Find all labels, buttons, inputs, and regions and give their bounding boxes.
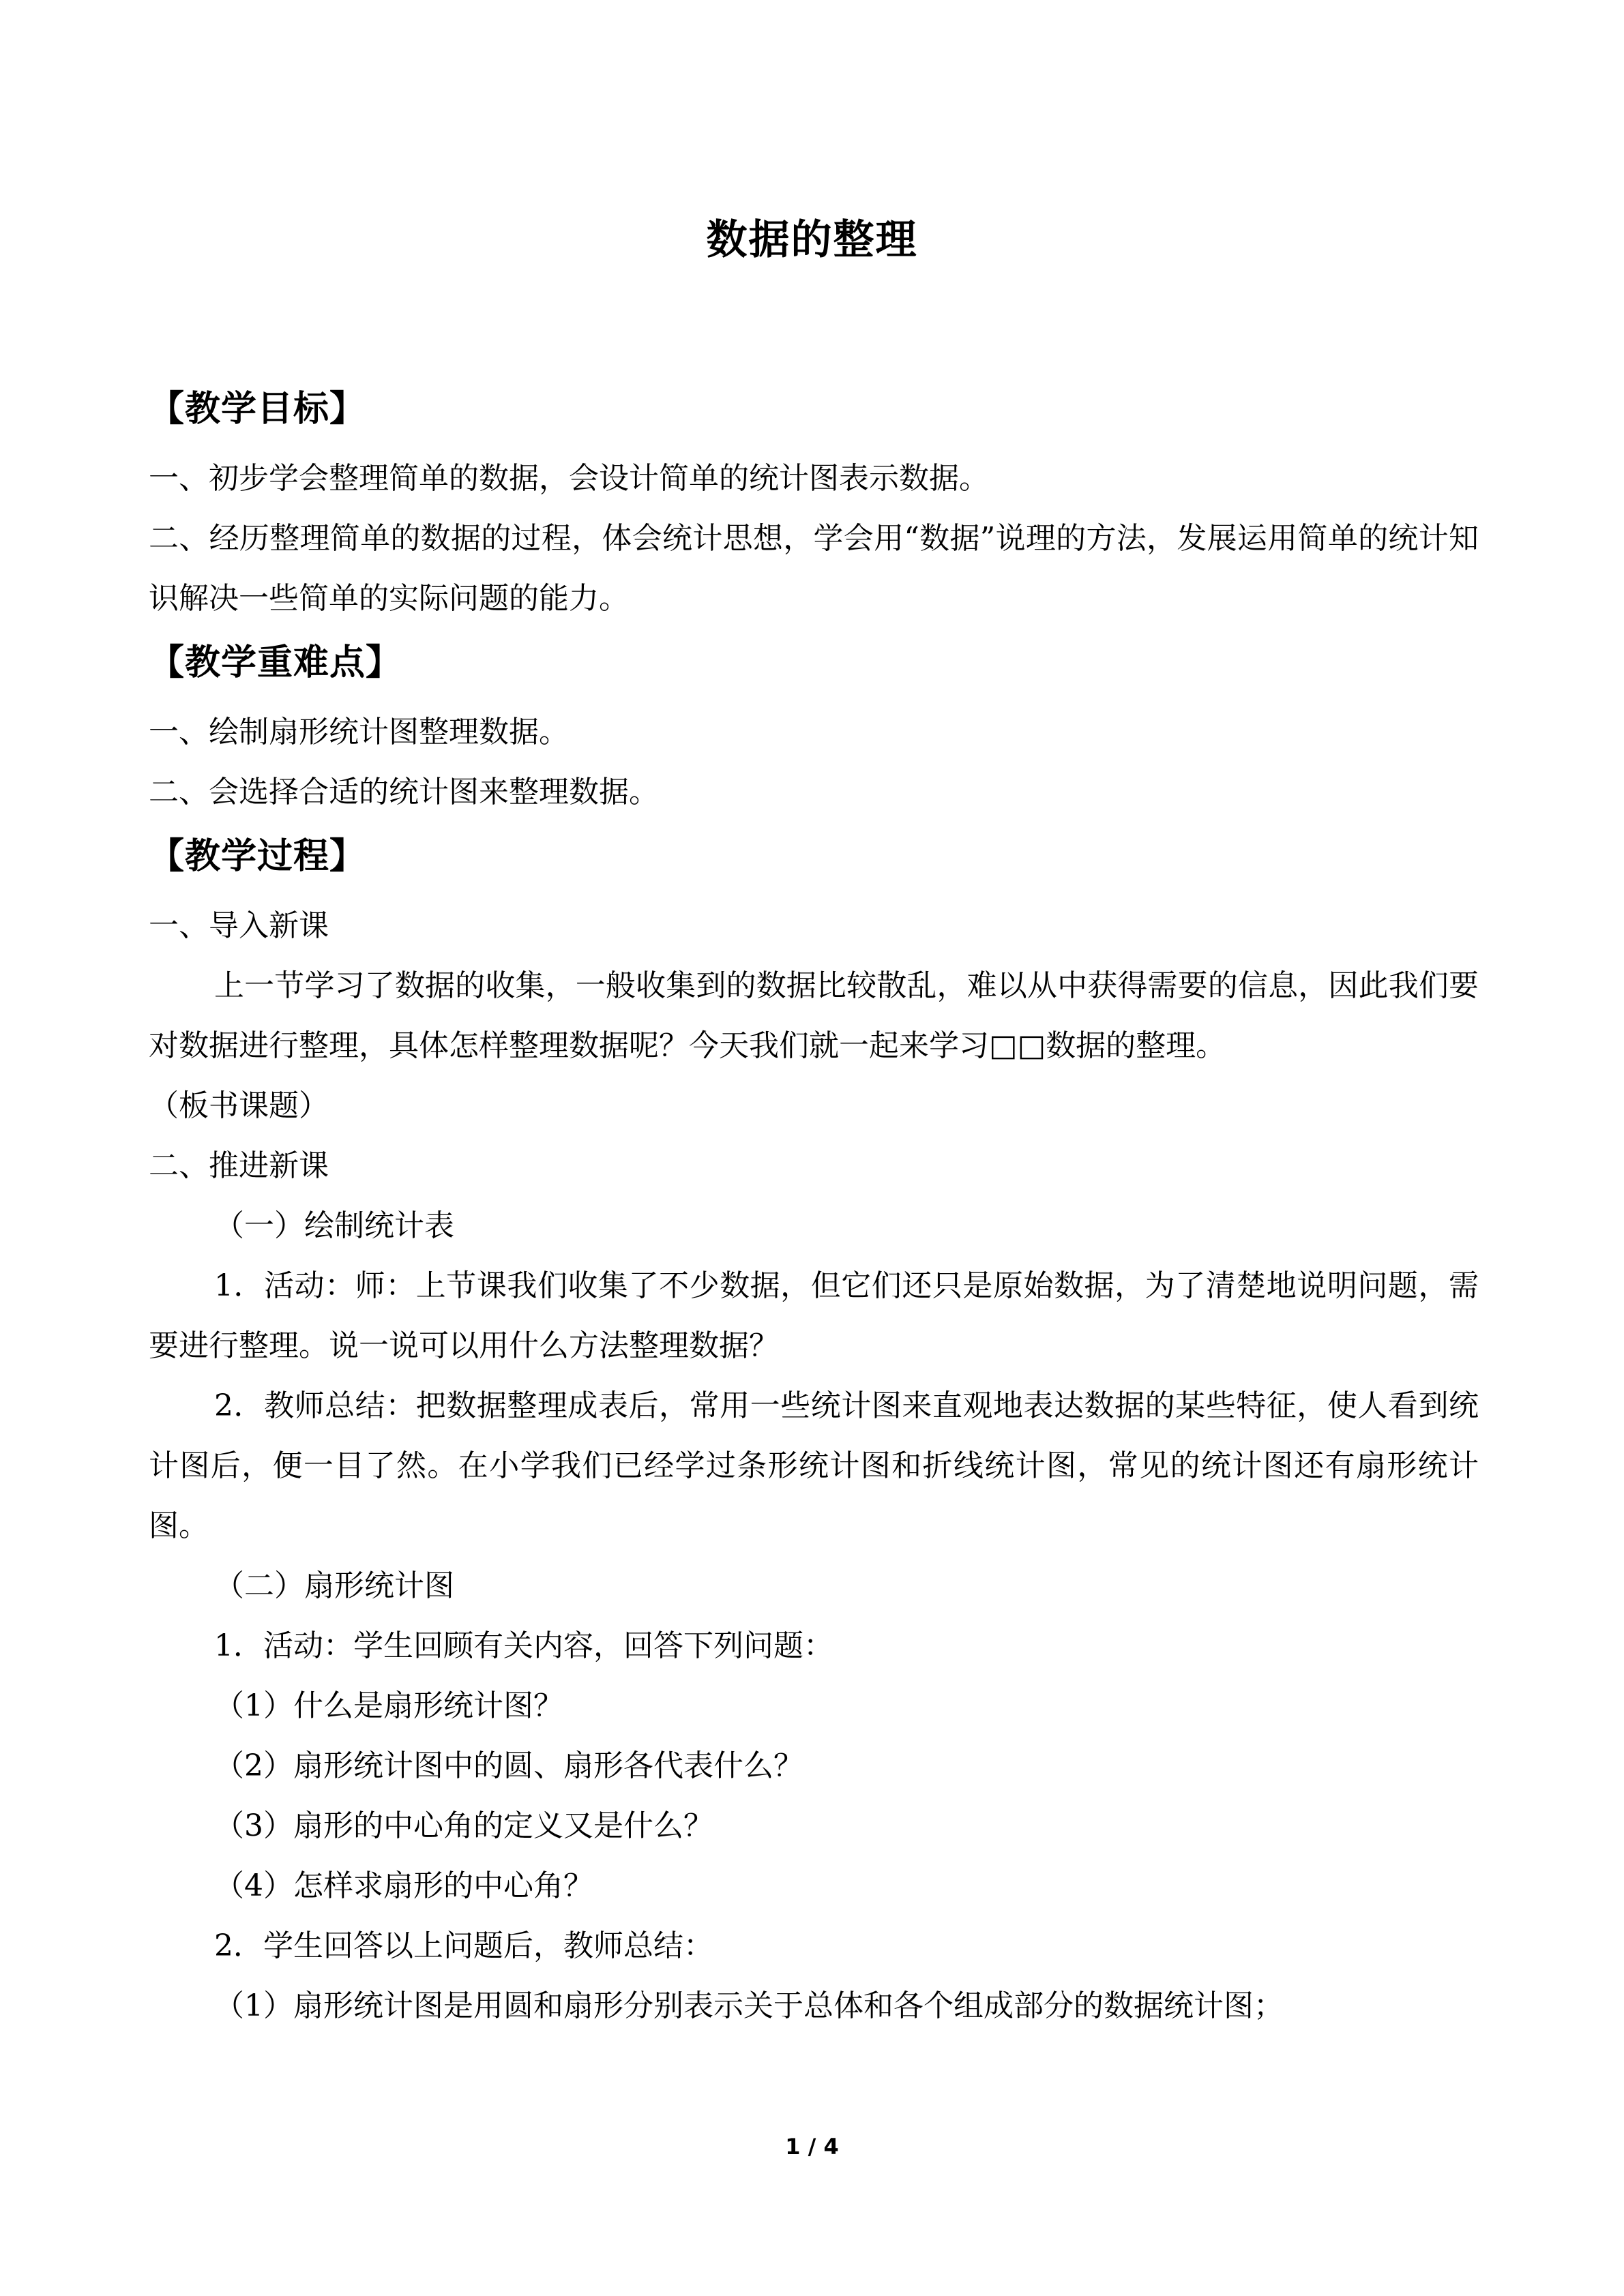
page-number: 1 / 4 [785,2134,839,2160]
goal-item: 一、初步学会整理简单的数据，会设计简单的统计图表示数据。 [149,461,989,496]
subsection-title-pie-chart: （二）扇形统计图 [214,1568,454,1603]
summary-point: （1）扇形统计图是用圆和扇形分别表示关于总体和各个组成部分的数据统计图； [214,1988,1284,2023]
process-intro-title: 一、导入新课 [149,908,329,943]
question-item: （1）什么是扇形统计图？ [214,1688,563,1723]
process-new-title: 二、推进新课 [149,1148,329,1183]
question-item: （3）扇形的中心角的定义又是什么？ [214,1808,713,1843]
question-item: （2）扇形统计图中的圆、扇形各代表什么？ [214,1748,803,1783]
question-item: （4）怎样求扇形的中心角？ [214,1868,593,1903]
activity-item: 1．活动：师：上节课我们收集了不少数据，但它们还只是原始数据，为了清楚地说明问题，需要进行整理。说一说可以用什么方法整理数据？ [149,1268,1479,1363]
process-intro-note: （板书课题） [149,1088,329,1123]
key-point-item: 一、绘制扇形统计图整理数据。 [149,715,569,749]
subsection-title-table: （一）绘制统计表 [214,1208,454,1243]
goal-item: 二、经历整理简单的数据的过程，体会统计思想，学会用“数据”说理的方法，发展运用简单的统计知识解决一些简单的实际问题的能力。 [149,521,1479,616]
document-title: 数据的整理 [706,216,918,264]
teacher-summary-item: 2．教师总结：把数据整理成表后，常用一些统计图来直观地表达数据的某些特征，使人看到统计图后，便一目了然。在小学我们已经学过条形统计图和折线统计图，常见的统计图还有扇形统计图。 [149,1388,1479,1543]
section-heading-goals: 【教学目标】 [149,389,366,430]
process-intro-text: 上一节学习了数据的收集，一般收集到的数据比较散乱，难以从中获得需要的信息，因此我们要对数据进行整理，具体怎样整理数据呢？今天我们就一起来学习□□数据的整理。 [149,968,1479,1063]
document-body [149,382,1479,2036]
teacher-summary-item: 2．学生回答以上问题后，教师总结： [214,1928,713,1963]
section-heading-process: 【教学过程】 [149,836,366,877]
key-point-item: 二、会选择合适的统计图来整理数据。 [149,775,659,809]
activity-item: 1．活动：学生回顾有关内容，回答下列问题： [214,1628,833,1663]
section-heading-key-points: 【教学重难点】 [149,642,402,683]
